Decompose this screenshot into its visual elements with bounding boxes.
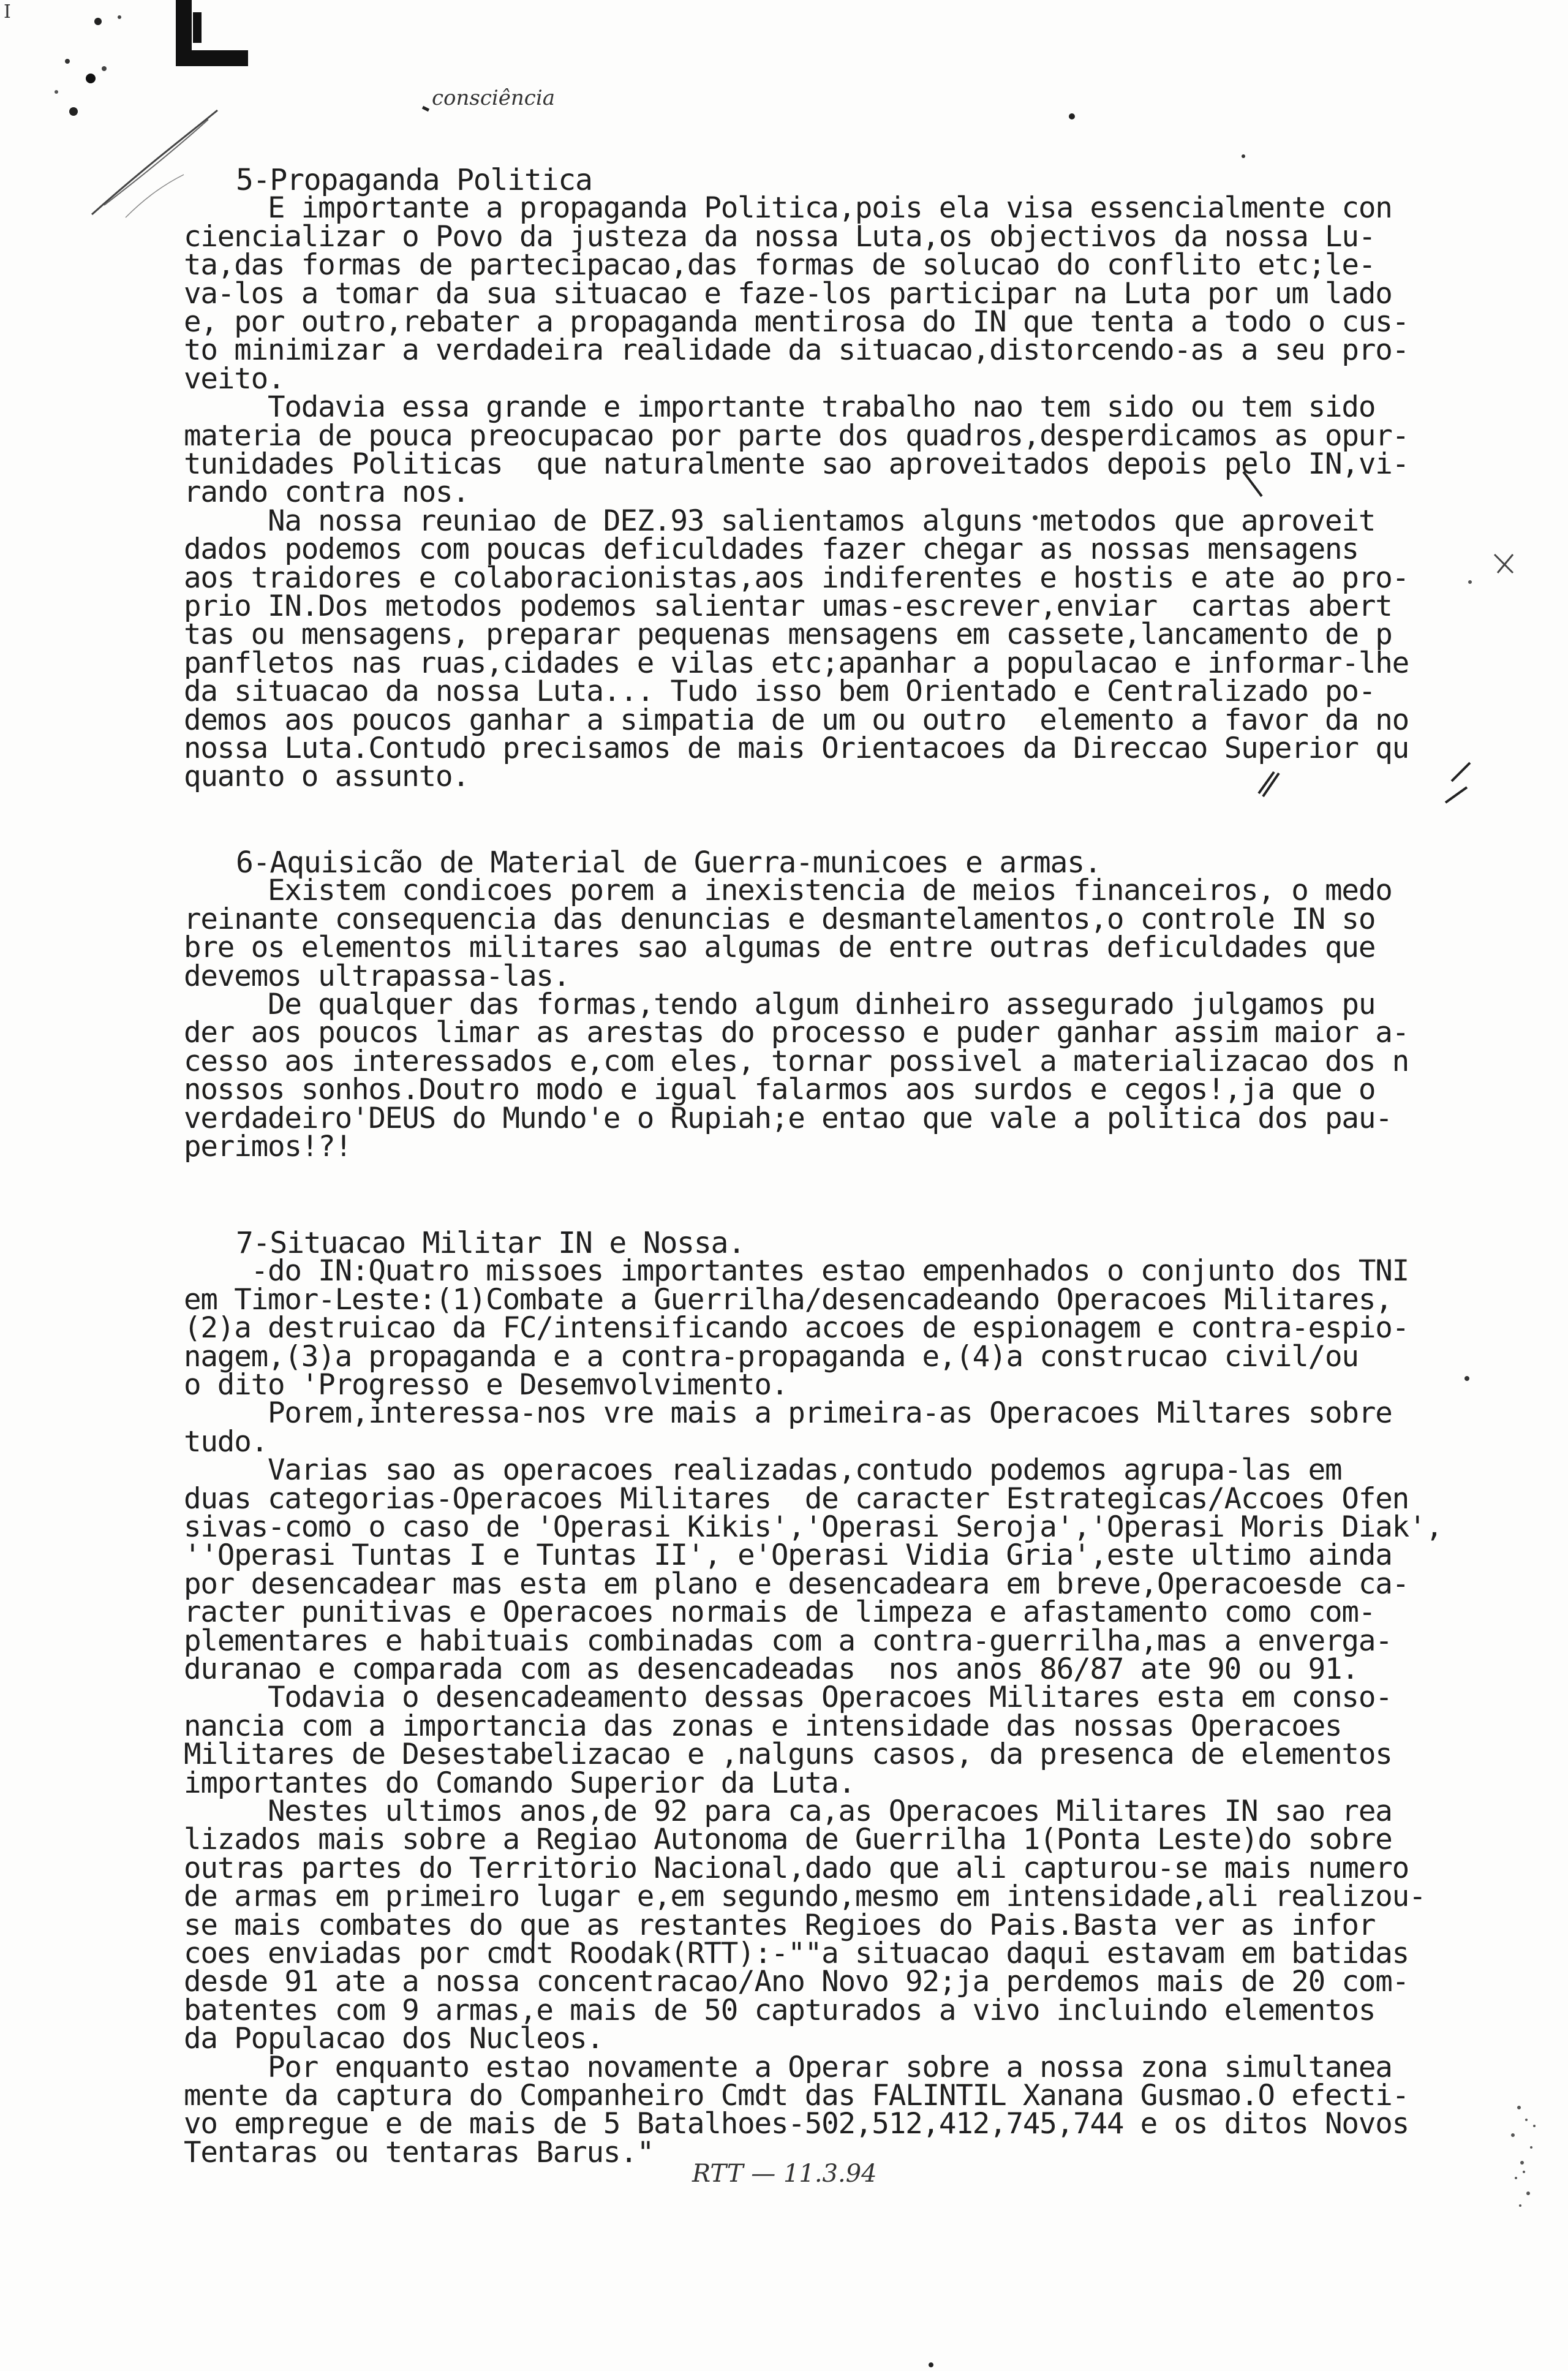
- text-line: der aos poucos limar as arestas do processo e puder ganhar assim maior a-: [184, 1016, 1409, 1050]
- text-line: dados podemos com poucas deficuldades fazer chegar as nossas mensagens: [184, 532, 1359, 567]
- text-line: perimos!?!: [184, 1130, 352, 1163]
- text-line: tunidades Politicas que naturalmente sao aproveitados depois pelo IN,vi-: [184, 447, 1409, 481]
- text-line: materia de pouca preocupacao por parte dos quadros,desperdicamos as opur-: [184, 418, 1409, 453]
- section-heading: 7-Situacao Militar IN e Nossa.: [236, 1226, 745, 1260]
- text-line: o dito 'Progresso e Desemvolvimento.: [184, 1368, 788, 1402]
- text-line: duranao e comparada com as desencadeadas nos anos 86/87 ate 90 ou 91.: [184, 1652, 1359, 1686]
- text-line: ciencializar o Povo da justeza da nossa Luta,os objectivos da nossa Lu-: [184, 219, 1376, 254]
- text-line: duas categorias-Operacoes Militares de caracter Estrategicas/Accoes Ofen: [184, 1481, 1409, 1516]
- text-line: demos aos poucos ganhar a simpatia de um ou outro elemento a favor da no: [184, 703, 1409, 737]
- text-line: nossos sonhos.Doutro modo e igual falarmos aos surdos e cegos!,ja que o: [184, 1073, 1376, 1107]
- text-line: -do IN:Quatro missoes importantes estao empenhados o conjunto dos TNI: [184, 1254, 1409, 1288]
- text-line: ta,das formas de partecipacao,das formas de solucao do conflito etc;le-: [184, 248, 1376, 282]
- text-line: verdadeiro'DEUS do Mundo'e o Rupiah;e entao que vale a politica dos pau-: [184, 1101, 1392, 1135]
- text-line: Todavia o desencadeamento dessas Operacoes Militares esta em conso-: [184, 1681, 1392, 1715]
- text-line: cesso aos interessados e,com eles, tornar possivel a materializacao dos n: [184, 1044, 1409, 1078]
- text-line: tas ou mensagens, preparar pequenas mensagens em cassete,lancamento de p: [184, 618, 1392, 652]
- text-line: prio IN.Dos metodos podemos salientar umas-escrever,enviar cartas abert: [184, 589, 1392, 623]
- text-line: rando contra nos.: [184, 475, 469, 510]
- text-line: vo empregue e de mais de 5 Batalhoes-502,512,412,745,744 e os ditos Novos: [184, 2107, 1409, 2141]
- text-line: da Populacao dos Nucleos.: [184, 2022, 603, 2056]
- text-line: Existem condicoes porem a inexistencia de meios financeiros, o medo: [184, 874, 1392, 908]
- text-line: Por enquanto estao novamente a Operar sobre a nossa zona simultanea: [184, 2050, 1392, 2084]
- text-line: sivas-como o caso de 'Operasi Kikis','Operasi Seroja','Operasi Moris Diak',: [184, 1510, 1442, 1544]
- text-line: ''Operasi Tuntas I e Tuntas II', e'Operasi Vidia Gria',este ultimo ainda: [184, 1538, 1392, 1573]
- text-line: racter punitivas e Operacoes normais de limpeza e afastamento como com-: [184, 1595, 1376, 1630]
- text-line: coes enviadas por cmdt Roodak(RTT):-""a situacao daqui estavam em batidas: [184, 1937, 1409, 1970]
- text-line: E importante a propaganda Politica,pois ela visa essencialmente con: [184, 191, 1392, 225]
- text-line: aos traidores e colaboracionistas,aos indiferentes e hostis e ate ao pro-: [184, 561, 1409, 595]
- text-line: Na nossa reuniao de DEZ.93 salientamos alguns metodos que aproveit: [184, 504, 1376, 538]
- text-line: plementares e habituais combinadas com a contra-guerrilha,mas a enverga-: [184, 1624, 1392, 1658]
- text-line: devemos ultrapassa-las.: [184, 959, 570, 993]
- text-line: Varias sao as operacoes realizadas,contudo podemos agrupa-las em: [184, 1453, 1342, 1488]
- text-line: tudo.: [184, 1424, 268, 1459]
- text-line: batentes com 9 armas,e mais de 50 capturados a vivo incluindo elementos: [184, 1993, 1376, 2027]
- text-line: (2)a destruicao da FC/intensificando accoes de espionagem e contra-espio-: [184, 1311, 1409, 1345]
- text-line: e, por outro,rebater a propaganda mentirosa do IN que tenta a todo o cus-: [184, 305, 1409, 339]
- text-line: quanto o assunto.: [184, 760, 469, 794]
- text-line: se mais combates do que as restantes Regioes do Pais.Basta ver as infor: [184, 1908, 1376, 1942]
- text-line: Nestes ultimos anos,de 92 para ca,as Operacoes Militares IN sao rea: [184, 1794, 1392, 1828]
- text-line: Tentaras ou tentaras Barus.": [184, 2135, 654, 2169]
- text-line: de armas em primeiro lugar e,em segundo,mesmo em intensidade,ali realizou-: [184, 1880, 1426, 1914]
- handwritten-signature-note: RTT — 11.3.94: [692, 2160, 877, 2188]
- margin-number: I: [4, 1, 11, 23]
- text-line: De qualquer das formas,tendo algum dinheiro assegurado julgamos pu: [184, 988, 1376, 1021]
- text-line: va-los a tomar da sua situacao e faze-los participar na Luta por um lado: [184, 276, 1392, 311]
- text-line: to minimizar a verdadeira realidade da situacao,distorcendo-as a seu pro-: [184, 333, 1409, 368]
- text-line: reinante consequencia das denuncias e desmantelamentos,o controle IN so: [184, 902, 1376, 936]
- section-heading: 5-Propaganda Politica: [236, 163, 592, 197]
- text-line: Todavia essa grande e importante trabalho nao tem sido ou tem sido: [184, 390, 1376, 425]
- text-line: nossa Luta.Contudo precisamos de mais Orientacoes da Direccao Superior qu: [184, 732, 1409, 765]
- text-line: outras partes do Territorio Nacional,dado que ali capturou-se mais numero: [184, 1851, 1409, 1885]
- margin-handwritten-note: consciência: [432, 86, 555, 110]
- text-line: panfletos nas ruas,cidades e vilas etc;apanhar a populacao e informar-lhe: [184, 646, 1409, 680]
- text-line: nagem,(3)a propaganda e a contra-propaganda e,(4)a construcao civil/ou: [184, 1339, 1359, 1374]
- text-line: desde 91 ate a nossa concentracao/Ano Novo 92;ja perdemos mais de 20 com-: [184, 1965, 1409, 1999]
- text-line: Militares de Desestabelizacao e ,nalguns casos, da presenca de elementos: [184, 1738, 1392, 1772]
- text-line: por desencadear mas esta em plano e desencadeara em breve,Operacoesde ca-: [184, 1567, 1409, 1601]
- text-line: nancia com a importancia das zonas e intensidade das nossas Operacoes: [184, 1709, 1342, 1743]
- text-line: importantes do Comando Superior da Luta.: [184, 1766, 855, 1800]
- text-line: mente da captura do Companheiro Cmdt das FALINTIL Xanana Gusmao.O efecti-: [184, 2079, 1409, 2112]
- text-line: em Timor-Leste:(1)Combate a Guerrilha/desencadeando Operacoes Militares,: [184, 1282, 1392, 1317]
- text-line: Porem,interessa-nos vre mais a primeira-as Operacoes Miltares sobre: [184, 1396, 1392, 1431]
- section-heading: 6-Aquisicão de Material de Guerra-municoes e armas.: [236, 845, 1101, 880]
- text-line: lizados mais sobre a Regiao Autonoma de Guerrilha 1(Ponta Leste)do sobre: [184, 1823, 1392, 1857]
- text-line: bre os elementos militares sao algumas de entre outras deficuldades que: [184, 931, 1376, 965]
- text-line: veito.: [184, 361, 285, 396]
- text-line: da situacao da nossa Luta... Tudo isso bem Orientado e Centralizado po-: [184, 675, 1376, 709]
